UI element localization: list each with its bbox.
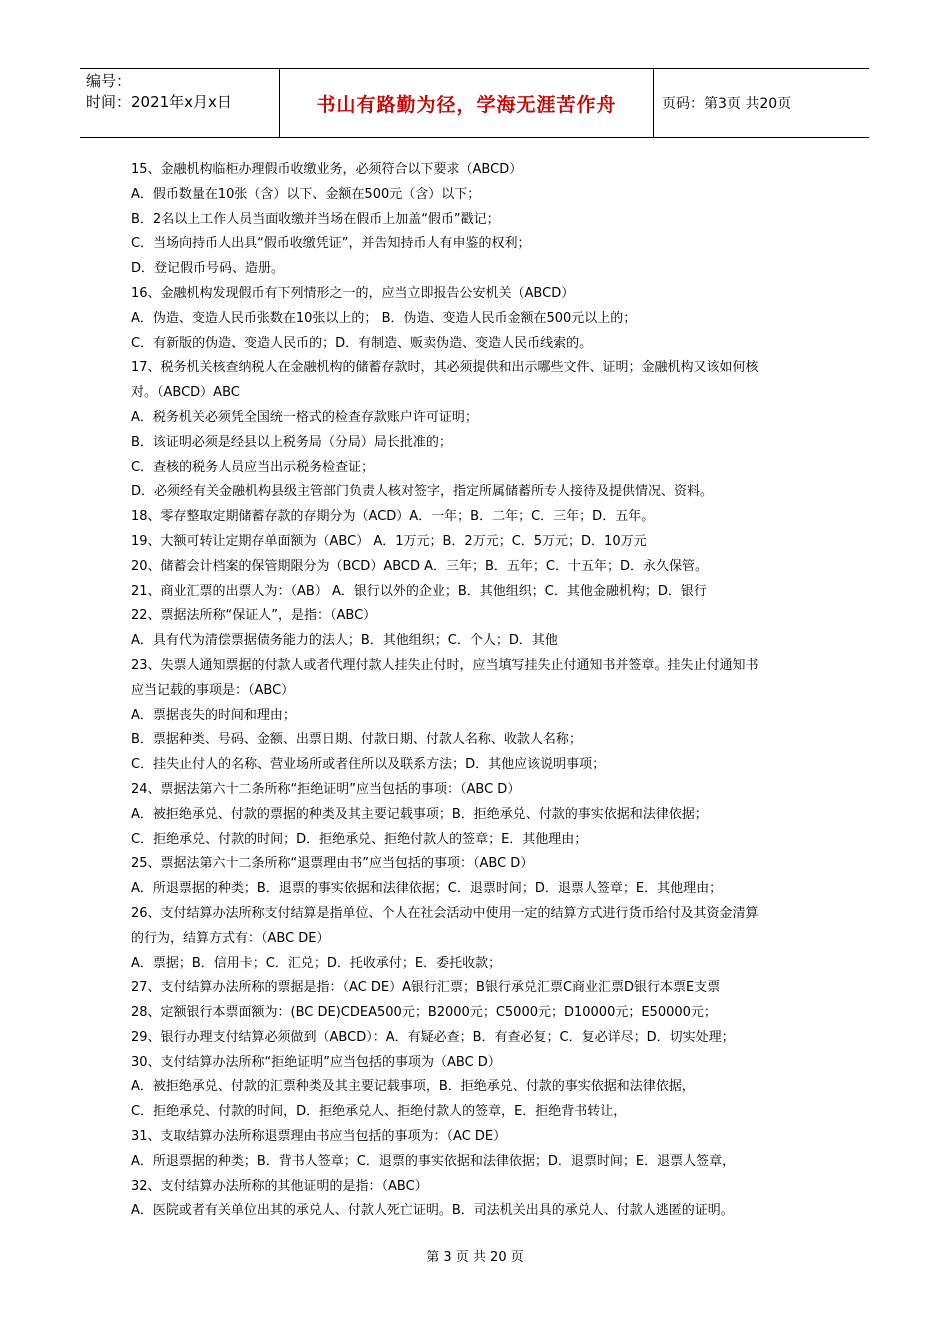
text-line: 31、支取结算办法所称退票理由书应当包括的事项为：（AC DE） <box>131 1129 507 1145</box>
text-line: 29、银行办理支付结算必须做到（ABCD）：A．有疑必查；B．有查必复；C．复必详尽；D．切实处理； <box>131 1029 735 1045</box>
document-body <box>131 158 831 1224</box>
document-date: 时间：2021年x月x日 <box>86 93 232 111</box>
text-line: 19、大额可转让定期存单面额为（ABC） A．1万元；B．2万元；C．5万元；D．10万元 <box>131 533 647 549</box>
text-line: A．被拒绝承兑、付款的汇票种类及其主要记载事项，B．拒绝承兑、付款的事实依据和法律依据， <box>131 1079 695 1095</box>
text-line: B．票据种类、号码、金额、出票日期、付款日期、付款人名称、收款人名称； <box>131 732 582 748</box>
text-line: 27、支付结算办法所称的票据是指：（AC DE）A银行汇票；B银行承兑汇票C商业汇票D银行本票E支票 <box>131 980 721 996</box>
text-line: A．票据；B．信用卡；C．汇兑；D．托收承付；E．委托收款； <box>131 955 502 971</box>
text-line: B．该证明必须是经县以上税务局（分局）局长批准的； <box>131 434 452 450</box>
text-line: D．登记假币号码、造册。 <box>131 261 285 277</box>
text-line: 23、失票人通知票据的付款人或者代理付款人挂失止付时，应当填写挂失止付通知书并签章。挂失止付通知书 <box>131 657 759 673</box>
text-line: 17、税务机关核查纳税人在金融机构的储蓄存款时，其必须提供和出示哪些文件、证明；金融机构又该如何核 <box>131 360 759 376</box>
text-line: A．所退票据的种类；B．退票的事实依据和法律依据；C．退票时间；D．退票人签章；E．其他理由； <box>131 881 723 897</box>
text-line: A．票据丧失的时间和理由； <box>131 707 296 723</box>
text-line: C．挂失止付人的名称、营业场所或者住所以及联系方法；D．其他应该说明事项； <box>131 757 606 773</box>
text-line: 28、定额银行本票面额为：(BC DE)CDEA500元；B2000元；C5000元；D10000元；E50000元； <box>131 1005 717 1021</box>
text-line: B．2名以上工作人员当面收缴并当场在假币上加盖“假币”戳记； <box>131 211 500 227</box>
header-page-info: 页码：第3页 共20页 <box>662 96 792 112</box>
text-line: 对。（ABCD）ABC <box>131 385 240 401</box>
page-footer: 第 3 页 共 20 页 <box>426 1250 524 1265</box>
text-line: 21、商业汇票的出票人为：（AB） A．银行以外的企业；B．其他组织；C．其他金融机构；D．银行 <box>131 583 707 599</box>
header-motto: 书山有路勤为径，学海无涯苦作舟 <box>280 69 654 137</box>
text-line: A．具有代为清偿票据债务能力的法人；B．其他组织；C．个人；D．其他 <box>131 633 558 649</box>
text-line: D．必须经有关金融机构县级主管部门负责人核对签字，指定所属储蓄所专人接待及提供情况、资料。 <box>131 484 714 500</box>
text-line: C．有新版的伪造、变造人民币的；D．有制造、贩卖伪造、变造人民币线索的。 <box>131 335 593 351</box>
text-line: C．拒绝承兑、付款的时间，D．拒绝承兑人、拒绝付款人的签章，E．拒绝背书转让， <box>131 1104 627 1120</box>
text-line: C．拒绝承兑、付款的时间；D．拒绝承兑、拒绝付款人的签章；E．其他理由； <box>131 831 588 847</box>
text-line: A．所退票据的种类；B．背书人签章；C．退票的事实依据和法律依据；D．退票时间；E．退票人签章， <box>131 1153 736 1169</box>
text-line: A．假币数量在10张（含）以下、金额在500元（含）以下； <box>131 186 481 202</box>
text-line: 应当记载的事项是：（ABC） <box>131 682 295 698</box>
text-line: A．伪造、变造人民币张数在10张以上的； B．伪造、变造人民币金额在500元以上的； <box>131 310 637 326</box>
text-line: 18、零存整取定期储蓄存款的存期分为（ACD）A．一年；B．二年；C．三年；D．五年。 <box>131 509 655 525</box>
text-line: C．当场向持币人出具“假币收缴凭证”，并告知持币人有申鉴的权利； <box>131 236 531 252</box>
text-line: 30、支付结算办法所称“拒绝证明”应当包括的事项为（ABC D） <box>131 1054 501 1070</box>
document-number-label: 编号： <box>86 72 132 90</box>
text-line: 25、票据法第六十二条所称“退票理由书”应当包括的事项：（ABC D） <box>131 856 534 872</box>
header-meta <box>80 69 280 137</box>
text-line: C．查核的税务人员应当出示税务检查证； <box>131 459 375 475</box>
text-line: 16、金融机构发现假币有下列情形之一的，应当立即报告公安机关（ABCD） <box>131 285 575 301</box>
page-header <box>80 68 869 138</box>
text-line: 20、储蓄会计档案的保管期限分为（BCD）ABCD A．三年；B．五年；C．十五年；D．永久保管。 <box>131 558 709 574</box>
text-line: 22、票据法所称“保证人”，是指：（ABC） <box>131 608 377 624</box>
text-line: A．税务机关必须凭全国统一格式的检查存款账户许可证明； <box>131 409 478 425</box>
text-line: 15、金融机构临柜办理假币收缴业务，必须符合以下要求（ABCD） <box>131 162 523 177</box>
text-line: 的行为，结算方式有：（ABC DE） <box>131 930 330 946</box>
text-line: 24、票据法第六十二条所称“拒绝证明”应当包括的事项：（ABC D） <box>131 781 521 797</box>
text-line: 32、支付结算办法所称的其他证明的是指：（ABC） <box>131 1178 428 1194</box>
text-line: A．医院或者有关单位出其的承兑人、付款人死亡证明。B．司法机关出具的承兑人、付款人逃匿的证明。 <box>131 1203 734 1219</box>
text-line: 26、支付结算办法所称支付结算是指单位、个人在社会活动中使用一定的结算方式进行货币给付及其资金清算 <box>131 905 759 921</box>
text-line: A．被拒绝承兑、付款的票据的种类及其主要记载事项；B．拒绝承兑、付款的事实依据和法律依据； <box>131 806 708 822</box>
